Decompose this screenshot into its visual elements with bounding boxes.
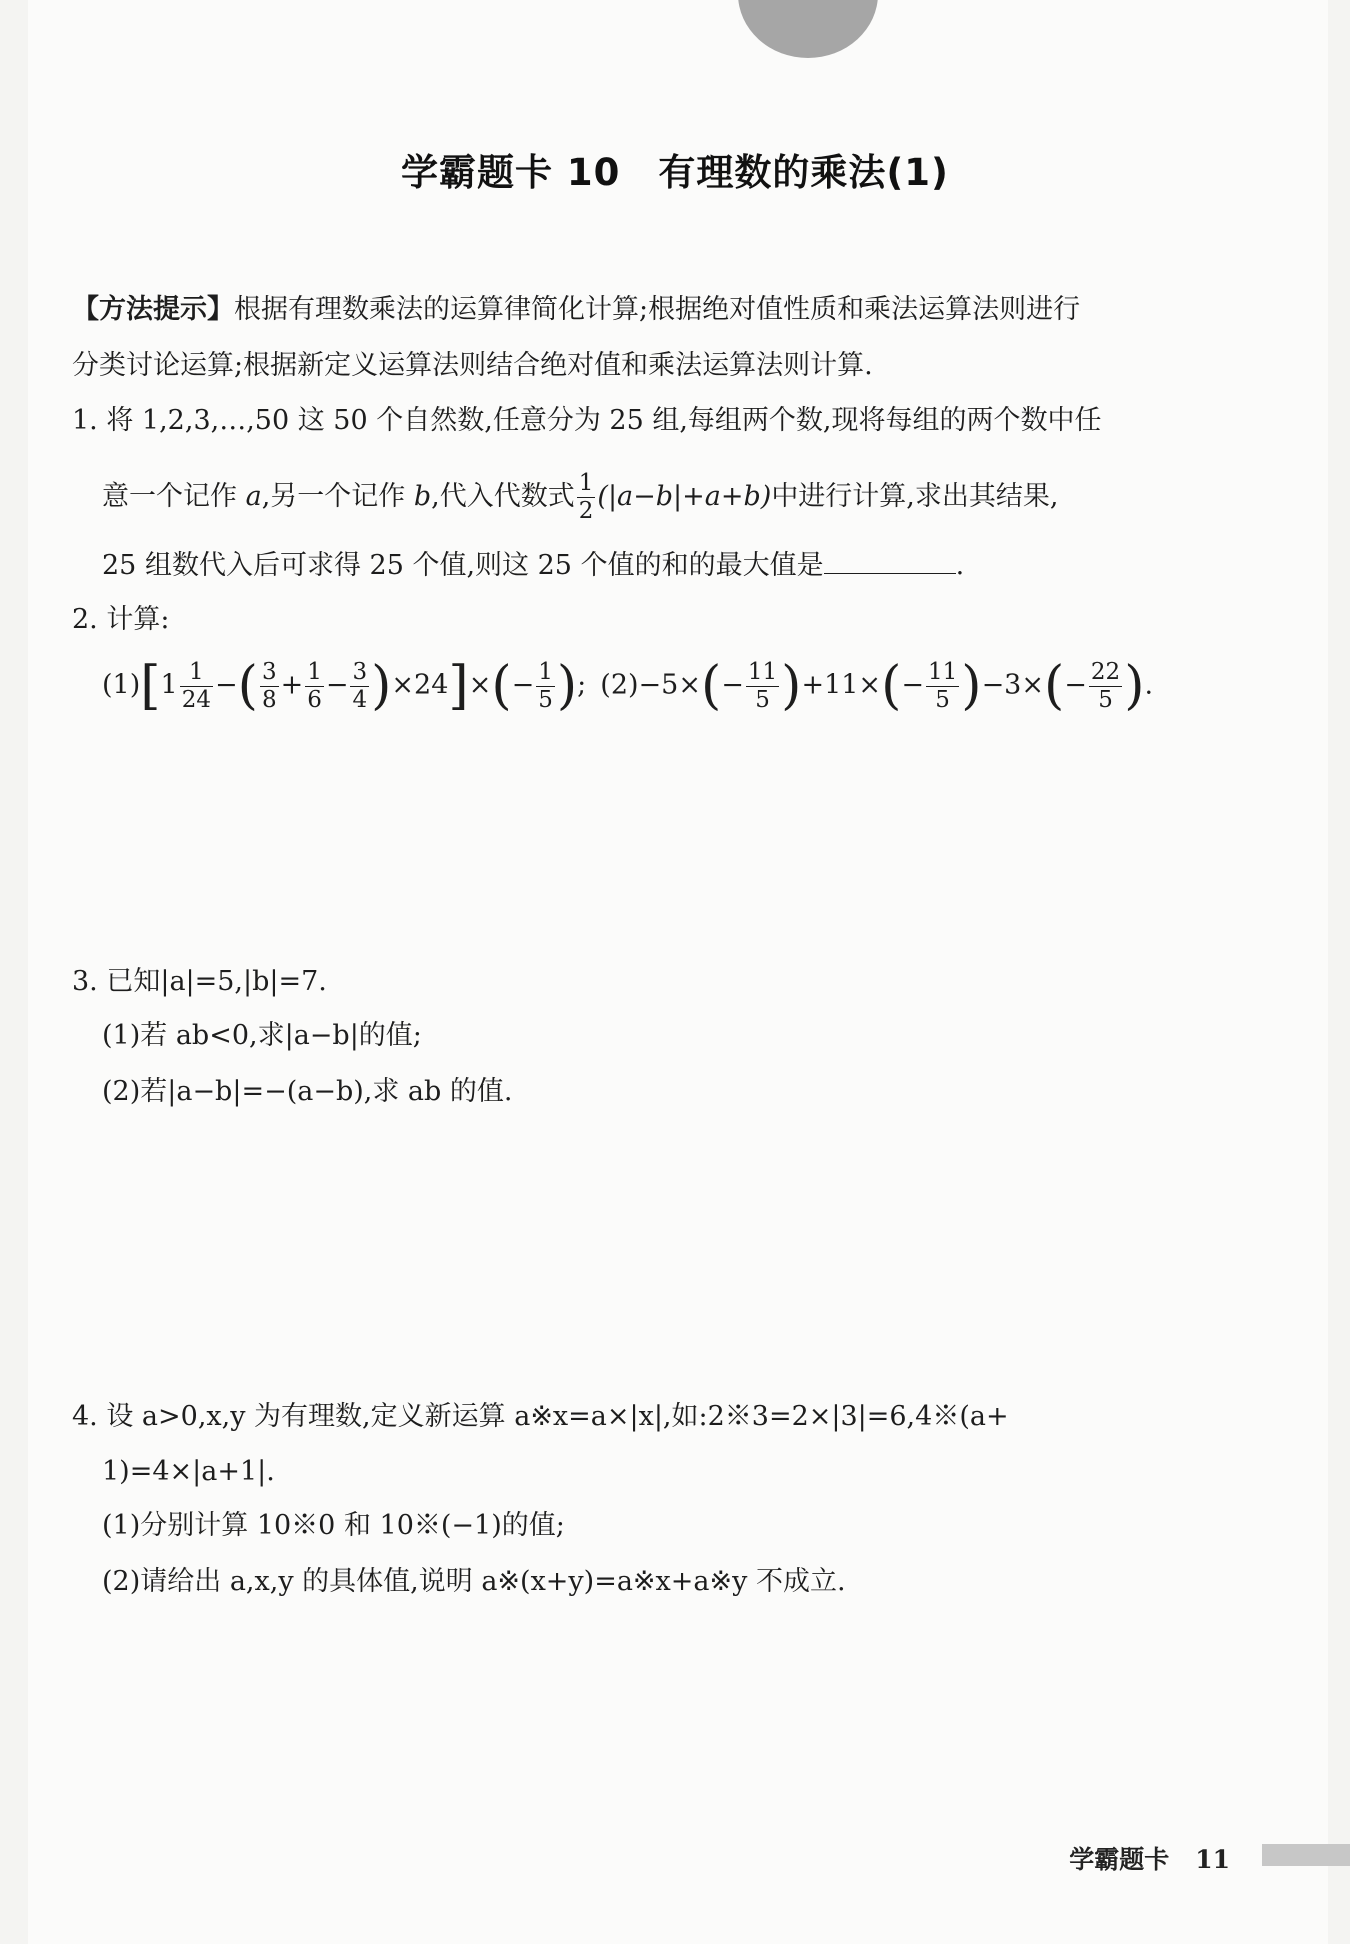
q2-paren-close-4: ) bbox=[961, 656, 982, 716]
q1-text-c: ,代入代数式 bbox=[431, 481, 575, 512]
q2-paren-open-5: ( bbox=[1044, 656, 1065, 716]
q1-line-3 bbox=[102, 552, 964, 579]
q2-paren-open-2: ( bbox=[491, 656, 512, 716]
page-title: 学霸题卡 10 有理数的乘法(1) bbox=[401, 151, 949, 194]
q2-frac-3 bbox=[305, 658, 324, 713]
q2-right-bracket: ] bbox=[448, 656, 469, 716]
q2-frac-1 bbox=[180, 658, 213, 713]
q2-frac-6-num: 11 bbox=[747, 658, 778, 685]
q4-line-1: 4. 设 a>0,x,y 为有理数,定义新运算 a※x=a×|x|,如:2※3=2×|3|=6,4※(a+ bbox=[72, 1401, 1009, 1432]
q2-frac-7-den: 5 bbox=[935, 686, 950, 713]
q2-frac-4-den: 4 bbox=[352, 686, 368, 713]
q4-line-3: (1)分别计算 10※0 和 10※(−1)的值; bbox=[102, 1510, 565, 1541]
hint-text-1: 根据有理数乘法的运算律简化计算;根据绝对值性质和乘法运算法则进行 bbox=[234, 294, 1081, 325]
q2-right-paren: ) bbox=[371, 656, 392, 716]
q2-expressions: (1)[1 $\frac{1}{24}$ −( $\frac{3}{8}$ + $\frac{1}{6}$ − $\frac{3}{4}$ )×24]×(− $\frac{1}{5}$ ); (2)−5×(− $\frac{11}{5}$ )+11×(− $\frac{11}{5}$ )−3×(− $\frac{22}{5}$ ). bbox=[102, 656, 1154, 716]
q1-text-a: 意一个记作 bbox=[102, 481, 246, 512]
q2-frac-4-num: 3 bbox=[352, 658, 368, 685]
page-number: 11 bbox=[1195, 1845, 1230, 1874]
q2-frac-2-num: 3 bbox=[261, 658, 277, 685]
q3-line-3: (2)若|a−b|=−(a−b),求 ab 的值. bbox=[102, 1076, 513, 1107]
q1-text-e: 25 组数代入后可求得 25 个值,则这 25 个值的和的最大值是 bbox=[102, 550, 824, 581]
q2-frac-5 bbox=[536, 658, 555, 713]
q2-frac-2-den: 8 bbox=[261, 686, 277, 713]
q2-frac-1-den: 24 bbox=[181, 686, 212, 713]
q2-frac-7 bbox=[926, 658, 959, 713]
q2-frac-2 bbox=[260, 658, 279, 713]
q2-frac-3-den: 6 bbox=[307, 686, 322, 713]
q2-part2-label: (2)−5× bbox=[600, 669, 701, 701]
q1-text-b: ,另一个记作 bbox=[261, 481, 414, 512]
hint-line-1 bbox=[72, 296, 1080, 323]
q4-line-2: 1)=4×|a+1|. bbox=[102, 1456, 275, 1487]
hint-line-2: 分类讨论运算;根据新定义运算法则结合绝对值和乘法运算法则计算. bbox=[72, 350, 873, 381]
q1-answer-blank[interactable] bbox=[824, 572, 956, 574]
q3-line-2: (1)若 ab<0,求|a−b|的值; bbox=[102, 1020, 422, 1051]
q2-minus-3: −3× bbox=[981, 669, 1044, 701]
q2-part1-label: (1) bbox=[102, 669, 141, 701]
q2-frac-1-num: 1 bbox=[180, 661, 213, 687]
q1-text-d: 中进行计算,求出其结果, bbox=[771, 481, 1059, 512]
q1-line-2 bbox=[102, 472, 1058, 523]
q2-frac-8-num: 22 bbox=[1090, 658, 1121, 685]
q3-line-1: 3. 已知|a|=5,|b|=7. bbox=[72, 966, 327, 997]
page-footer bbox=[1069, 1840, 1230, 1876]
q2-left-paren: ( bbox=[237, 656, 258, 716]
q1-fraction bbox=[577, 472, 596, 523]
q2-left-bracket: [ bbox=[140, 656, 161, 716]
q2-frac-8 bbox=[1089, 658, 1122, 713]
q4-line-4: (2)请给出 a,x,y 的具体值,说明 a※(x+y)=a※x+a※y 不成立. bbox=[102, 1566, 846, 1597]
q2-frac-8-den: 5 bbox=[1098, 686, 1113, 713]
q2-frac-5-num: 1 bbox=[538, 658, 553, 685]
q2-times-24: ×24 bbox=[391, 669, 449, 701]
footer-label: 学霸题卡 bbox=[1069, 1845, 1170, 1874]
q2-frac-6-den: 5 bbox=[755, 686, 770, 713]
hint-label: 【方法提示】 bbox=[72, 294, 234, 325]
footer-decoration-bar bbox=[1262, 1844, 1350, 1866]
q1-frac-den: 2 bbox=[578, 498, 594, 524]
q2-paren-open-4: ( bbox=[881, 656, 902, 716]
q1-period: . bbox=[955, 550, 965, 581]
q2-paren-open-3: ( bbox=[700, 656, 722, 716]
q2-title: 2. 计算: bbox=[72, 604, 170, 635]
q2-paren-close-5: ) bbox=[1124, 656, 1145, 716]
q2-whole-number: 1 bbox=[160, 669, 178, 701]
q1-var-b: b bbox=[413, 481, 432, 512]
q1-var-a: a bbox=[245, 481, 262, 512]
q2-frac-4 bbox=[350, 658, 369, 713]
q1-expression: (|a−b|+a+b) bbox=[597, 481, 772, 512]
q2-paren-close-2: ) bbox=[556, 656, 578, 716]
q2-frac-3-num: 1 bbox=[307, 658, 322, 685]
q2-paren-close-3: ) bbox=[781, 656, 802, 716]
q1-line-1: 1. 将 1,2,3,…,50 这 50 个自然数,任意分为 25 组,每组两个数,现将每组的两个数中任 bbox=[72, 405, 1102, 436]
q1-frac-num: 1 bbox=[578, 470, 594, 496]
q2-plus-11: +11× bbox=[801, 669, 882, 701]
q2-frac-6 bbox=[746, 658, 779, 713]
q2-frac-7-num: 11 bbox=[927, 658, 958, 685]
q2-frac-5-den: 5 bbox=[538, 686, 553, 713]
